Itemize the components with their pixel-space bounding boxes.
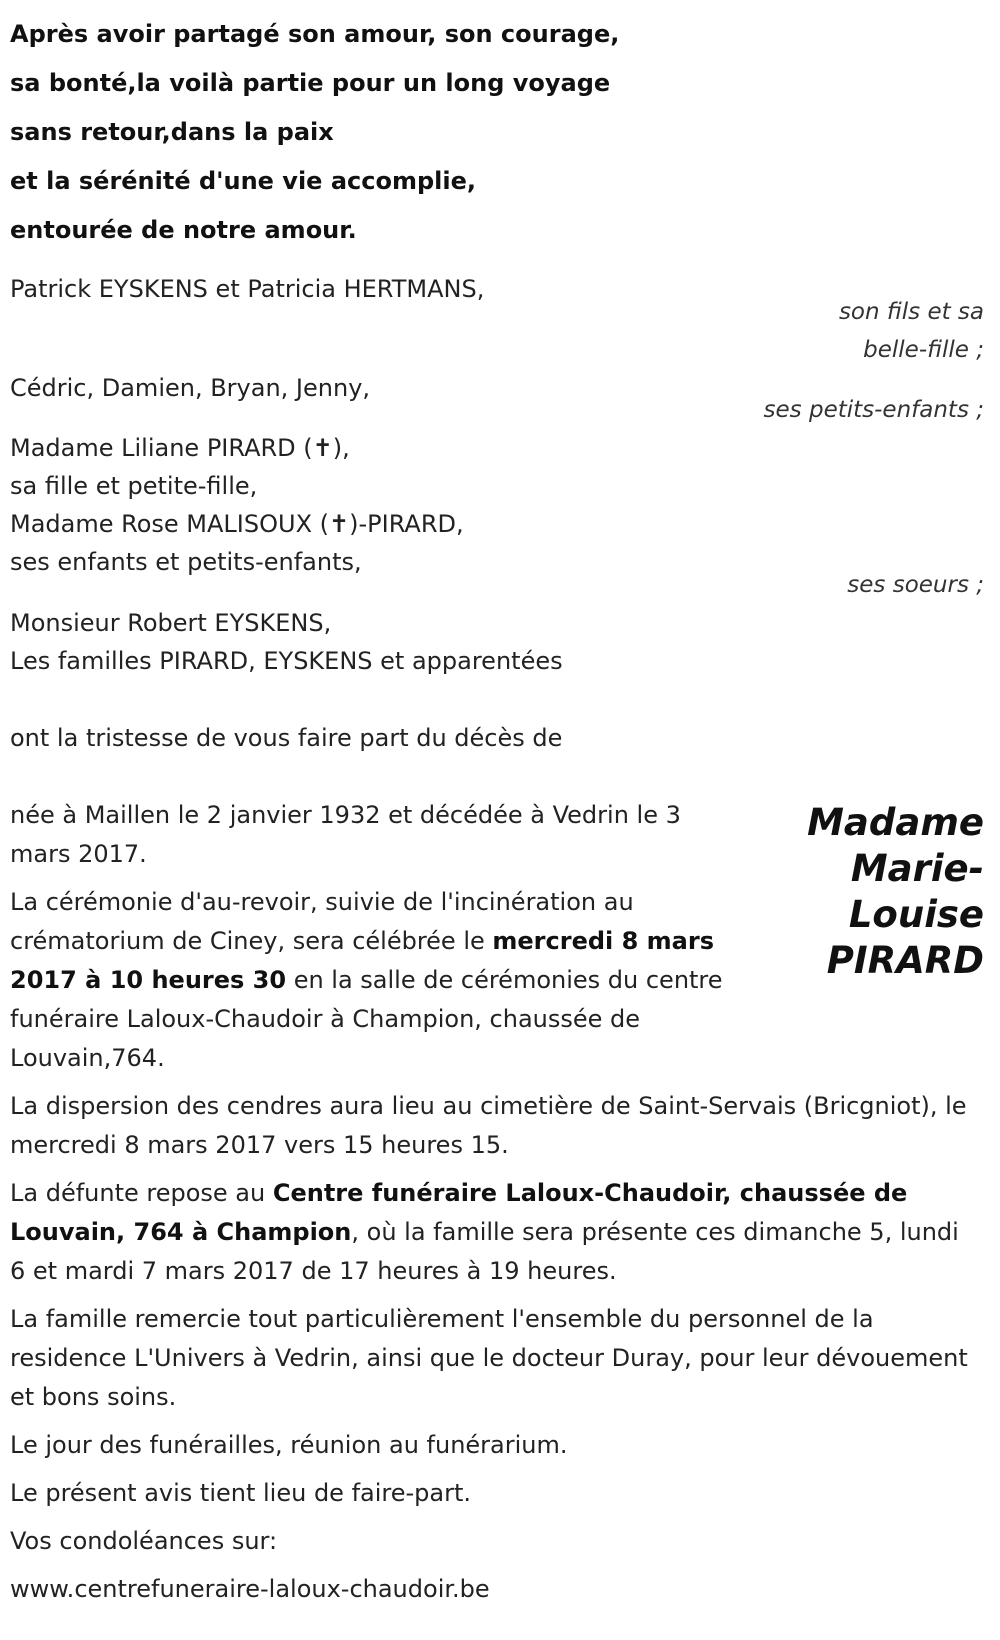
repose-hours: , où la famille sera présente ces dimanche 5, lundi 6 et mardi 7 mars 2017 de 17 heures à 19 heures. — [10, 1218, 959, 1285]
repose-paragraph — [10, 1174, 970, 1291]
family-sister1: Madame Liliane PIRARD (✝), — [10, 434, 350, 462]
deceased-name-line: Louise — [848, 893, 984, 936]
grandchildren-relation: ses petits-enfants ; — [763, 397, 984, 423]
deceased-name-line: Madame — [807, 801, 984, 844]
deceased-name-line: Marie- — [850, 847, 984, 890]
family-other1: Monsieur Robert EYSKENS, — [10, 609, 332, 637]
notice-paragraph: Le présent avis tient lieu de faire-part. — [10, 1479, 472, 1507]
obituary-body — [10, 796, 970, 1618]
poem-line: sa bonté,la voilà partie pour un long voyage — [10, 69, 611, 97]
reunion-paragraph: Le jour des funérailles, réunion au funérarium. — [10, 1431, 568, 1459]
repose-text: La défunte repose au — [10, 1179, 273, 1207]
family-grandchildren: Cédric, Damien, Bryan, Jenny, — [10, 374, 371, 402]
birth-paragraph: née à Maillen le 2 janvier 1932 et décédée à Vedrin le 3 mars 2017. — [10, 801, 681, 868]
sisters-relation: ses soeurs ; — [847, 572, 984, 598]
family-sister2-note: ses enfants et petits-enfants, — [10, 548, 362, 576]
poem — [10, 10, 770, 255]
family-other2: Les familles PIRARD, EYSKENS et apparentées — [10, 647, 563, 675]
repose-location: Centre funéraire Laloux-Chaudoir, chaussée de Louvain, 764 à Champion — [10, 1179, 908, 1246]
dispersion-paragraph: La dispersion des cendres aura lieu au cimetière de Saint-Servais (Bricgniot), le mercredi 8 mars 2017 vers 15 heures 15. — [10, 1092, 967, 1159]
ceremony-location: en la salle de cérémonies du centre funéraire Laloux-Chaudoir à Champion, chaussée de Louvain,764. — [10, 966, 723, 1072]
name-spacer — [735, 796, 970, 1002]
poem-line: entourée de notre amour. — [10, 216, 357, 244]
poem-line: et la sérénité d'une vie accomplie, — [10, 167, 476, 195]
thanks-paragraph: La famille remercie tout particulièrement l'ensemble du personnel de la residence L'Univers à Vedrin, ainsi que le docteur Duray, pour leur dévouement et bons soins. — [10, 1305, 968, 1411]
son-relation-line2: belle-fille ; — [863, 337, 984, 363]
deceased-name-line: PIRARD — [826, 939, 984, 982]
ceremony-text: La cérémonie d'au-revoir, suivie de l'incinération au crématorium de Ciney, sera célébrée le — [10, 888, 634, 955]
family-sister1-note: sa fille et petite-fille, — [10, 472, 258, 500]
poem-line: sans retour,dans la paix — [10, 118, 334, 146]
poem-line: Après avoir partagé son amour, son courage, — [10, 20, 620, 48]
family-sister2: Madame Rose MALISOUX (✝)-PIRARD, — [10, 510, 464, 538]
son-relation-line1: son fils et sa — [838, 299, 984, 325]
website-link[interactable]: www.centrefuneraire-laloux-chaudoir.be — [10, 1575, 490, 1603]
ceremony-datetime: mercredi 8 mars 2017 à 10 heures 30 — [10, 927, 714, 994]
family-son: Patrick EYSKENS et Patricia HERTMANS, — [10, 275, 485, 303]
condolences-paragraph: Vos condoléances sur: — [10, 1527, 278, 1555]
announcement-text: ont la tristesse de vous faire part du décès de — [10, 724, 563, 752]
